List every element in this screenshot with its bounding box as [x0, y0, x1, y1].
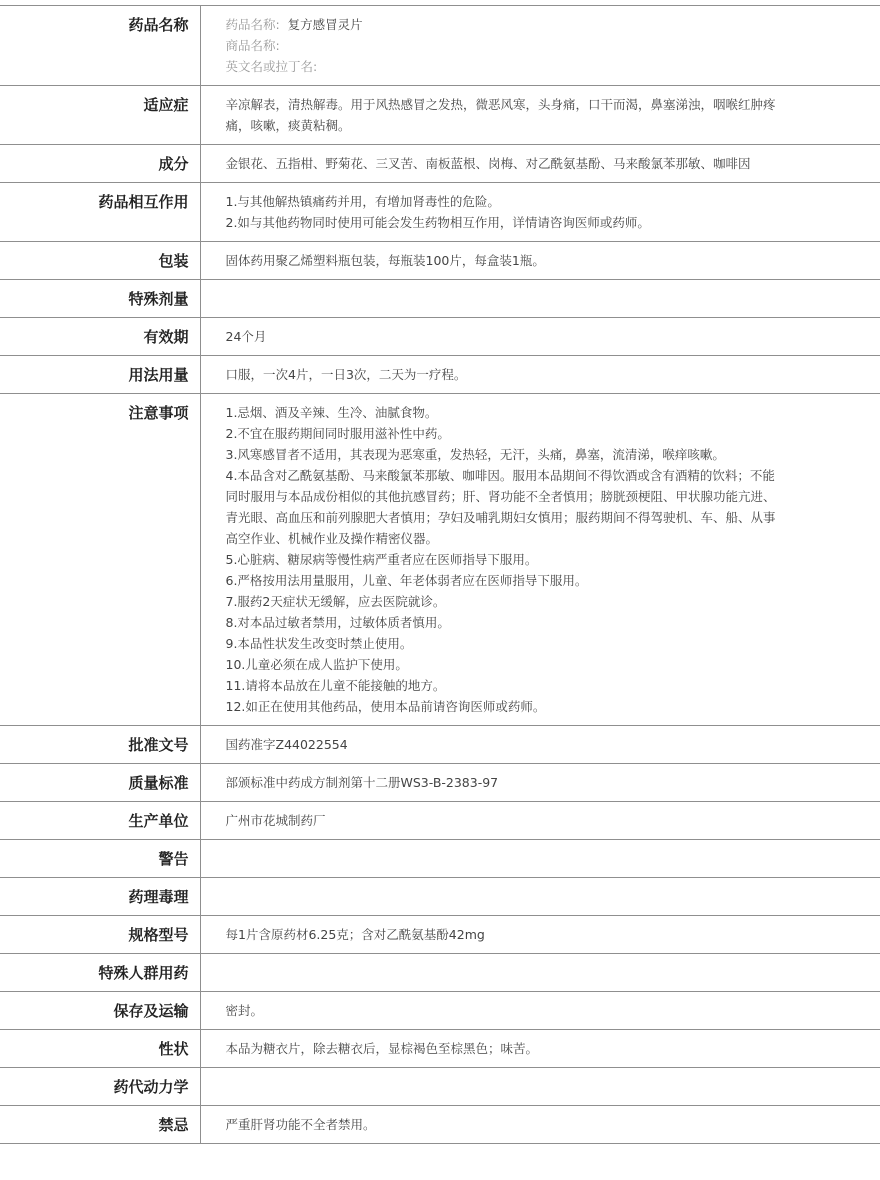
- field-label: 药代动力学: [0, 1068, 200, 1106]
- field-value: [200, 280, 880, 318]
- field-label: 警告: [0, 840, 200, 878]
- field-label: 禁忌: [0, 1106, 200, 1144]
- text-line: 金银花、五指柑、野菊花、三叉苦、南板蓝根、岗梅、对乙酰氨基酚、马来酸氯苯那敏、咖啡因: [225, 156, 751, 171]
- text-line: 1.与其他解热镇痛药并用，有增加肾毒性的危险。: [225, 194, 500, 209]
- field-value: [200, 1030, 880, 1068]
- table-row: [0, 840, 880, 878]
- name-line: [226, 56, 787, 77]
- table-row: [0, 318, 880, 356]
- text-line: 9.本品性状发生改变时禁止使用。: [225, 636, 413, 651]
- field-label: 注意事项: [0, 394, 200, 726]
- table-row: [0, 726, 880, 764]
- table-row: [0, 1068, 880, 1106]
- field-value: [200, 183, 880, 242]
- field-label: 药理毒理: [0, 878, 200, 916]
- table-row: [0, 992, 880, 1030]
- text-line: 部颁标准中药成方制剂第十二册WS3-B-2383-97: [225, 775, 499, 790]
- table-row: [0, 954, 880, 992]
- text-line: 固体药用聚乙烯塑料瓶包装，每瓶装100片，每盒装1瓶。: [225, 253, 545, 268]
- field-value: [200, 356, 880, 394]
- table-row: [0, 242, 880, 280]
- name-line-label: 商品名称:: [225, 38, 280, 53]
- name-line-label: 英文名或拉丁名:: [225, 59, 318, 74]
- field-label: 有效期: [0, 318, 200, 356]
- text-line: 1.忌烟、酒及辛辣、生冷、油腻食物。: [225, 405, 438, 420]
- field-label: 保存及运输: [0, 992, 200, 1030]
- field-value: [200, 954, 880, 992]
- field-label: 用法用量: [0, 356, 200, 394]
- field-value: [200, 242, 880, 280]
- text-line: 严重肝肾功能不全者禁用。: [225, 1117, 376, 1132]
- field-value: [200, 1106, 880, 1144]
- drug-info-table: [0, 5, 880, 1144]
- field-label: 规格型号: [0, 916, 200, 954]
- table-row: [0, 764, 880, 802]
- text-line: 2.不宜在服药期间同时服用滋补性中药。: [225, 426, 450, 441]
- name-line: [226, 35, 787, 56]
- text-line: 4.本品含对乙酰氨基酚、马来酸氯苯那敏、咖啡因。服用本品期间不得饮酒或含有酒精的饮料；不能同时服用与本品成份相似的其他抗感冒药；肝、肾功能不全者慎用；膀胱颈梗阻、甲状腺功能亢进、青光眼、高血压和前列腺肥大者慎用；孕妇及哺乳期妇女慎用；服药期间不得驾驶机、车、船、从事高空作业、机械作业及操作精密仪器。: [225, 468, 776, 546]
- name-line-value: 复方感冒灵片: [287, 17, 363, 32]
- field-value: [200, 1068, 880, 1106]
- table-row: [0, 183, 880, 242]
- text-line: 24个月: [225, 329, 267, 344]
- text-line: 12.如正在使用其他药品，使用本品前请咨询医师或药师。: [225, 699, 546, 714]
- field-value: [200, 394, 880, 726]
- table-row: [0, 356, 880, 394]
- text-line: 辛凉解表，清热解毒。用于风热感冒之发热，微恶风寒，头身痛，口干而渴，鼻塞涕浊，咽喉红肿疼痛，咳嗽，痰黄粘稠。: [225, 97, 776, 133]
- field-value: [200, 318, 880, 356]
- text-line: 8.对本品过敏者禁用，过敏体质者慎用。: [225, 615, 450, 630]
- field-label: 特殊人群用药: [0, 954, 200, 992]
- drug-info-table-body: [0, 6, 880, 1144]
- table-row: [0, 878, 880, 916]
- field-label: 包装: [0, 242, 200, 280]
- name-line: [226, 14, 787, 35]
- text-line: 密封。: [225, 1003, 264, 1018]
- field-label: 成分: [0, 145, 200, 183]
- table-row: [0, 6, 880, 86]
- text-line: 5.心脏病、糖尿病等慢性病严重者应在医师指导下服用。: [225, 552, 538, 567]
- table-row: [0, 916, 880, 954]
- table-row: [0, 145, 880, 183]
- field-label: 适应症: [0, 86, 200, 145]
- field-label: 性状: [0, 1030, 200, 1068]
- table-row: [0, 86, 880, 145]
- table-row: [0, 1106, 880, 1144]
- name-line-label: 药品名称:: [225, 17, 280, 32]
- field-value: [200, 764, 880, 802]
- field-value: [200, 6, 880, 86]
- field-label: 药品名称: [0, 6, 200, 86]
- text-line: 7.服药2天症状无缓解，应去医院就诊。: [225, 594, 446, 609]
- field-label: 特殊剂量: [0, 280, 200, 318]
- text-line: 6.严格按用法用量服用，儿童、年老体弱者应在医师指导下服用。: [225, 573, 588, 588]
- table-row: [0, 394, 880, 726]
- field-value: [200, 992, 880, 1030]
- text-line: 口服，一次4片，一日3次，二天为一疗程。: [225, 367, 467, 382]
- field-value: [200, 86, 880, 145]
- text-line: 11.请将本品放在儿童不能接触的地方。: [225, 678, 446, 693]
- text-line: 3.风寒感冒者不适用，其表现为恶寒重，发热轻，无汗，头痛，鼻塞，流清涕，喉痒咳嗽。: [225, 447, 725, 462]
- field-value: [200, 726, 880, 764]
- field-label: 批准文号: [0, 726, 200, 764]
- field-value: [200, 840, 880, 878]
- table-row: [0, 802, 880, 840]
- text-line: 国药准字Z44022554: [225, 737, 348, 752]
- field-label: 生产单位: [0, 802, 200, 840]
- table-row: [0, 1030, 880, 1068]
- field-value: [200, 916, 880, 954]
- field-value: [200, 878, 880, 916]
- table-row: [0, 280, 880, 318]
- text-line: 本品为糖衣片，除去糖衣后，显棕褐色至棕黑色；味苦。: [225, 1041, 539, 1056]
- text-line: 广州市花城制药厂: [225, 813, 326, 828]
- field-value: [200, 802, 880, 840]
- text-line: 每1片含原药材6.25克；含对乙酰氨基酚42mg: [225, 927, 485, 942]
- field-label: 质量标准: [0, 764, 200, 802]
- text-line: 10.儿童必须在成人监护下使用。: [225, 657, 408, 672]
- field-label: 药品相互作用: [0, 183, 200, 242]
- text-line: 2.如与其他药物同时使用可能会发生药物相互作用，详情请咨询医师或药师。: [225, 215, 650, 230]
- field-value: [200, 145, 880, 183]
